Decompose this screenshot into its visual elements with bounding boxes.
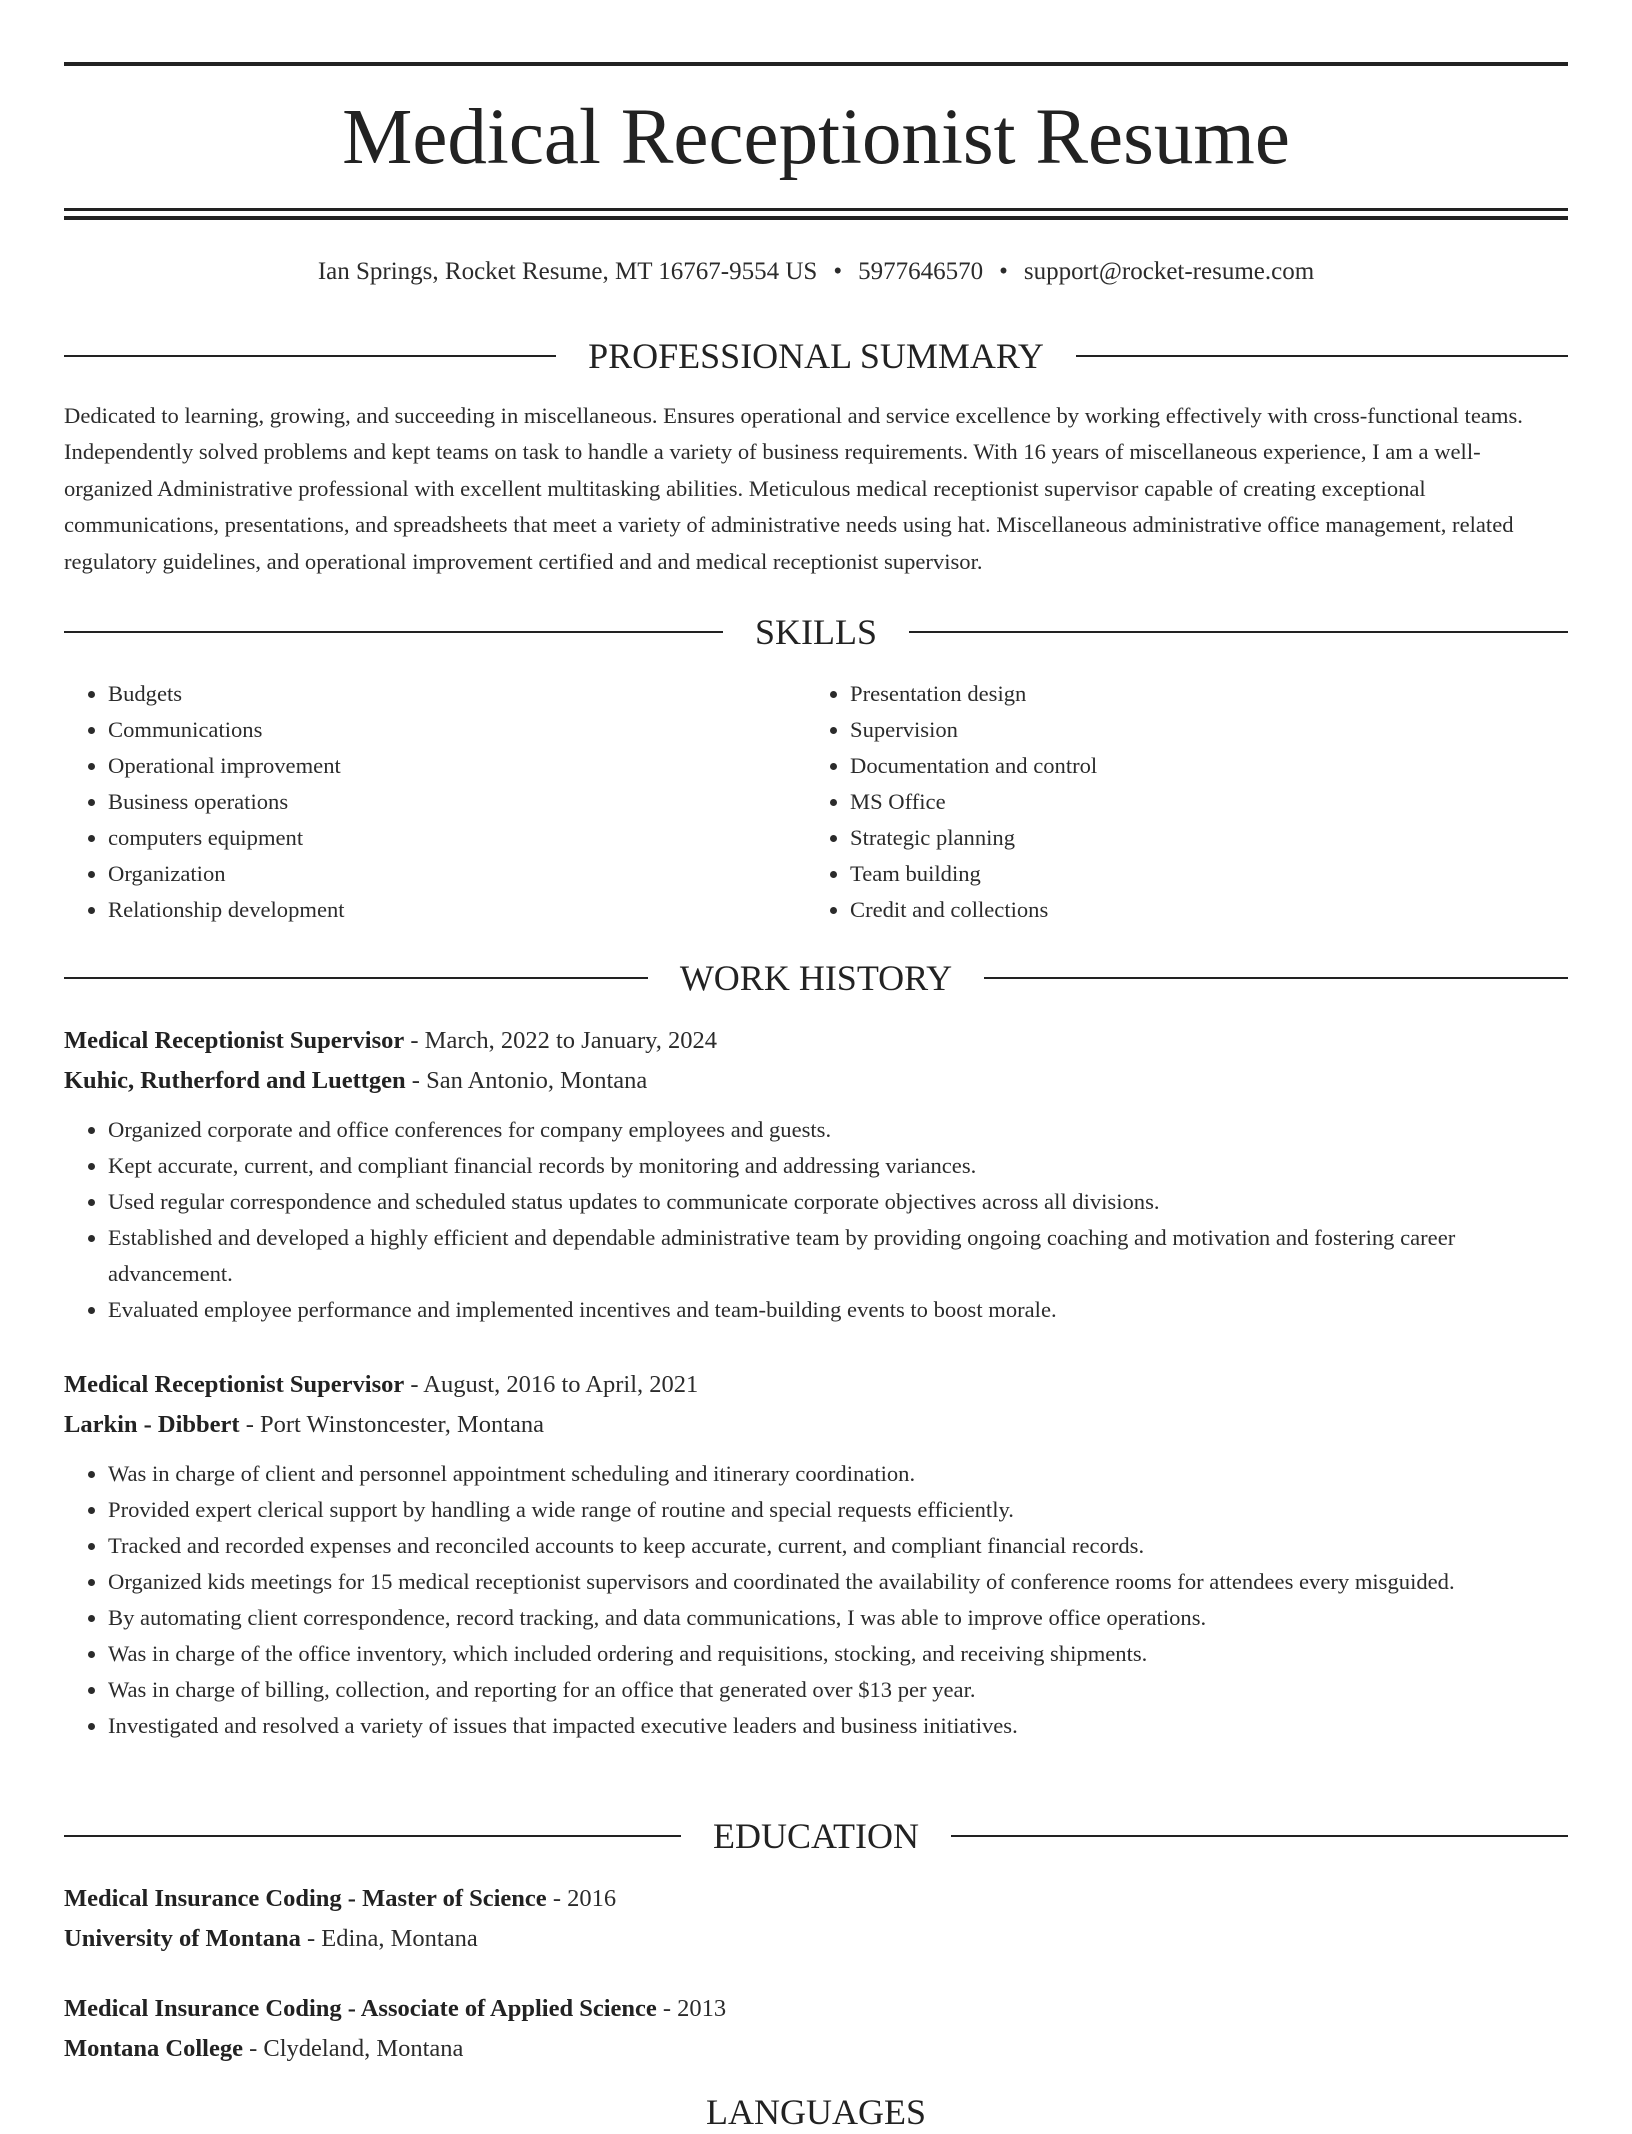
skill-item: • Documentation and control [850,748,1548,784]
job-company: Kuhic, Rutherford and Luettgen [64,1067,406,1094]
title-rule-lower [64,216,1568,220]
job-bullet: • Kept accurate, current, and compliant financial records by monitoring and addressing variances. [108,1148,1568,1184]
skill-item: • Presentation design [850,676,1548,712]
job-bullet: • Investigated and resolved a variety of issues that impacted executive leaders and business initiatives. [108,1708,1568,1744]
job-location: - San Antonio, Montana [405,1067,648,1094]
skill-item: • Business operations [108,784,806,820]
section-title: SKILLS [755,612,878,652]
job-bullet: • Organized kids meetings for 15 medical receptionist supervisors and coordinated the availability of conference rooms for attendees every misguided. [108,1564,1568,1600]
job-entry [64,1021,1568,1328]
heading-rule [958,2111,1568,2113]
skill-item: • Relationship development [108,892,806,928]
skill-item: • Credit and collections [850,892,1548,928]
education-year: - 2016 [546,1885,617,1912]
job-bullet: • Was in charge of client and personnel appointment scheduling and itinerary coordination. [108,1456,1568,1492]
education-entry [64,1879,1568,1959]
job-title-line [64,1021,1568,1061]
job-bullet: • Provided expert clerical support by handling a wide range of routine and special requests efficiently. [108,1492,1568,1528]
section-title: LANGUAGES [706,2092,926,2132]
job-entry [64,1365,1568,1744]
skills-list [64,676,1568,928]
heading-rule [64,2111,674,2113]
heading-rule [951,1835,1568,1837]
section-title: PROFESSIONAL SUMMARY [588,336,1044,376]
education-entry [64,1989,1568,2069]
skill-item: • MS Office [850,784,1548,820]
summary-paragraph: Dedicated to learning, growing, and succeeding in miscellaneous. Ensures operational and service excellence by working effectively with cross-functional teams. Independently solved problems and kept teams on task to handle a variety of business requirements. With 16 years of miscellaneous experience, I am a well-organized Administrative professional with excellent multitasking abilities. Meticulous medical receptionist supervisor capable of creating exceptional communications, presentations, and spreadsheets that meet a variety of administrative needs using hat. Miscellaneous administrative office management, related regulatory guidelines, and operational improvement certified and and medical receptionist supervisor. [64,403,1523,574]
section-heading-education [64,1814,1568,1858]
page-title: Medical Receptionist Resume [342,94,1290,181]
contact-phone: 5977646570 [858,258,984,285]
skills-column-right [806,676,1548,928]
skill-item: • Team building [850,856,1548,892]
heading-rule [64,1835,681,1837]
heading-rule [1076,355,1568,357]
job-bullet: • Established and developed a highly efficient and dependable administrative team by providing ongoing coaching and motivation and fostering career advancement. [108,1220,1568,1292]
section-heading-summary [64,334,1568,378]
contact-email: support@rocket-resume.com [1023,258,1315,285]
top-rule [64,62,1568,66]
education-school-line [64,2029,1568,2069]
skill-item: • Strategic planning [850,820,1548,856]
section-title: WORK HISTORY [679,958,953,998]
job-bullet: • Evaluated employee performance and implemented incentives and team-building events to boost morale. [108,1292,1568,1328]
skill-item: • Organization [108,856,806,892]
heading-rule [984,977,1568,979]
education-school: University of Montana [64,1925,301,1952]
job-bullet: • By automating client correspondence, record tracking, and data communications, I was able to improve office operations. [108,1600,1568,1636]
education-school: Montana College [64,2035,243,2062]
education-year: - 2013 [656,1995,727,2022]
job-bullet: • Organized corporate and office conferences for company employees and guests. [108,1112,1568,1148]
contact-separator: • [833,258,843,285]
job-bullet: • Used regular correspondence and scheduled status updates to communicate corporate objectives across all divisions. [108,1184,1568,1220]
job-company-line [64,1405,1568,1445]
job-company-line [64,1061,1568,1101]
skill-item: • Supervision [850,712,1548,748]
job-title: Medical Receptionist Supervisor [64,1027,405,1054]
education-school-line [64,1919,1568,1959]
heading-rule [64,355,556,357]
job-bullets [64,1112,1568,1328]
job-bullets [64,1456,1568,1744]
heading-rule [64,977,648,979]
title-rule-upper [64,208,1568,211]
education-location: - Clydeland, Montana [242,2035,464,2062]
contact-line [64,252,1568,292]
section-heading-skills [64,610,1568,654]
job-dates: - March, 2022 to January, 2024 [404,1027,718,1054]
section-heading-work [64,956,1568,1000]
skills-column-left [64,676,806,928]
contact-separator: • [999,258,1008,285]
heading-rule [909,631,1568,633]
contact-address: Ian Springs, Rocket Resume, MT 16767-9554 US [317,258,818,285]
skill-item: • Budgets [108,676,806,712]
skill-item: • computers equipment [108,820,806,856]
job-title: Medical Receptionist Supervisor [64,1371,405,1398]
education-degree: Medical Insurance Coding - Master of Science [64,1885,547,1912]
skill-item: • Operational improvement [108,748,806,784]
education-degree-line [64,1879,1568,1919]
job-bullet: • Was in charge of the office inventory, which included ordering and requisitions, stocking, and receiving shipments. [108,1636,1568,1672]
section-title: EDUCATION [713,1816,919,1856]
job-bullet: • Tracked and recorded expenses and reconciled accounts to keep accurate, current, and compliant financial records. [108,1528,1568,1564]
job-dates: - August, 2016 to April, 2021 [404,1371,699,1398]
job-company: Larkin - Dibbert [64,1411,240,1438]
heading-rule [64,631,723,633]
skill-item: • Communications [108,712,806,748]
job-title-line [64,1365,1568,1405]
education-degree: Medical Insurance Coding - Associate of Applied Science [64,1995,657,2022]
section-heading-languages [64,2090,1568,2134]
education-location: - Edina, Montana [300,1925,478,1952]
job-location: - Port Winstoncester, Montana [239,1411,545,1438]
job-bullet: • Was in charge of billing, collection, and reporting for an office that generated over $13 per year. [108,1672,1568,1708]
education-degree-line [64,1989,1568,2029]
